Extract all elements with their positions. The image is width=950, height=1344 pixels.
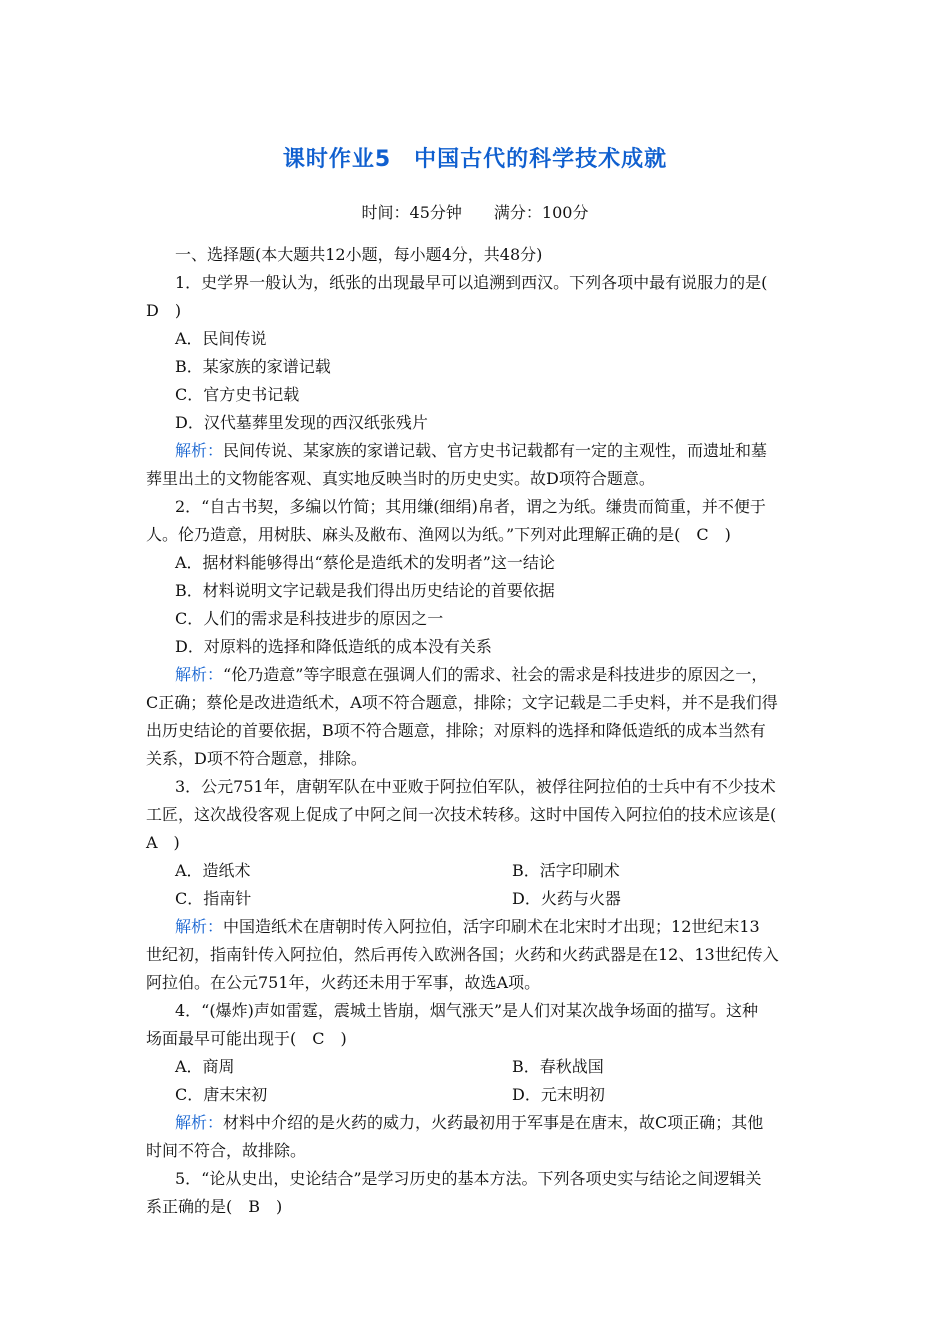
- question-4-line-1: 4．“(爆炸)声如雷霆，震城土皆崩，烟气涨天”是人们对某次战争场面的描写。这种: [175, 1001, 759, 1020]
- question-1-option-a: A．民间传说: [175, 329, 267, 348]
- exam-meta: 时间：45分钟 满分：100分: [361, 203, 589, 222]
- page-title: 课时作业5 中国古代的科学技术成就: [282, 147, 668, 172]
- question-2-line-2: 人。伦乃造意，用树肤、麻头及敝布、渔网以为纸。”下列对此理解正确的是( C ): [146, 525, 731, 544]
- analysis-label: 解析：: [175, 441, 224, 460]
- question-4-analysis-line-2: 时间不符合，故排除。: [146, 1141, 307, 1160]
- question-1-option-d: D．汉代墓葬里发现的西汉纸张残片: [175, 413, 428, 432]
- question-1-analysis-line-2: 葬里出土的文物能客观、真实地反映当时的历史史实。故D项符合题意。: [146, 469, 655, 488]
- question-3-analysis-line-1: 解析：中国造纸术在唐朝时传入阿拉伯，活字印刷术在北宋时才出现；12世纪末13: [175, 917, 760, 936]
- question-3-option-b: B．活字印刷术: [512, 861, 620, 880]
- question-4-option-b: B．春秋战国: [512, 1057, 604, 1076]
- question-1-line-1: 1．史学界一般认为，纸张的出现最早可以追溯到西汉。下列各项中最有说服力的是(: [175, 273, 768, 292]
- question-3-option-a: A．造纸术: [175, 861, 251, 880]
- question-2-option-b: B．材料说明文字记载是我们得出历史结论的首要依据: [175, 581, 555, 600]
- analysis-label: 解析：: [175, 1113, 224, 1132]
- analysis-label: 解析：: [175, 917, 224, 936]
- question-1-line-2: D ): [146, 301, 182, 320]
- question-4-line-2: 场面最早可能出现于( C ): [146, 1029, 347, 1048]
- question-5-line-1: 5．“论从史出，史论结合”是学习历史的基本方法。下列各项史实与结论之间逻辑关: [175, 1169, 762, 1188]
- question-2-option-d: D．对原料的选择和降低造纸的成本没有关系: [175, 637, 492, 656]
- question-4-option-d: D．元末明初: [512, 1085, 605, 1104]
- question-4-option-c: C．唐末宋初: [175, 1085, 268, 1104]
- question-5-line-2: 系正确的是( B ): [146, 1197, 283, 1216]
- question-1-analysis-line-1: 解析：民间传说、某家族的家谱记载、官方史书记载都有一定的主观性，而遗址和墓: [175, 441, 768, 460]
- analysis-label: 解析：: [175, 665, 224, 684]
- question-2-analysis-line-1: 解析：“伦乃造意”等字眼意在强调人们的需求、社会的需求是科技进步的原因之一，: [175, 665, 768, 684]
- question-4-analysis-line-1: 解析：材料中介绍的是火药的威力，火药最初用于军事是在唐末，故C项正确；其他: [175, 1113, 764, 1132]
- question-1-option-b: B．某家族的家谱记载: [175, 357, 331, 376]
- question-3-analysis-line-3: 阿拉伯。在公元751年，火药还未用于军事，故选A项。: [146, 973, 541, 992]
- question-3-line-2: 工匠，这次战役客观上促成了中阿之间一次技术转移。这时中国传入阿拉伯的技术应该是(: [146, 805, 777, 824]
- question-3-option-c: C．指南针: [175, 889, 252, 908]
- question-2-option-a: A．据材料能够得出“蔡伦是造纸术的发明者”这一结论: [175, 553, 555, 572]
- question-2-option-c: C．人们的需求是科技进步的原因之一: [175, 609, 444, 628]
- question-3-analysis-line-2: 世纪初，指南针传入阿拉伯，然后再传入欧洲各国；火药和火药武器是在12、13世纪传入: [146, 945, 779, 964]
- question-2-line-1: 2．“自古书契，多编以竹简；其用缣(细绢)帛者，谓之为纸。缣贵而简重，并不便于: [175, 497, 766, 516]
- question-2-analysis-line-3: 出历史结论的首要依据，B项不符合题意，排除；对原料的选择和降低造纸的成本当然有: [146, 721, 766, 740]
- question-3-option-d: D．火药与火器: [512, 889, 621, 908]
- question-3-line-3: A ): [146, 833, 180, 852]
- question-2-analysis-line-4: 关系，D项不符合题意，排除。: [146, 749, 367, 768]
- section-heading: 一、选择题(本大题共12小题，每小题4分，共48分): [175, 245, 543, 264]
- question-4-option-a: A．商周: [175, 1057, 235, 1076]
- question-1-option-c: C．官方史书记载: [175, 385, 300, 404]
- question-3-line-1: 3．公元751年，唐朝军队在中亚败于阿拉伯军队，被俘往阿拉伯的士兵中有不少技术: [175, 777, 776, 796]
- question-2-analysis-line-2: C正确；蔡伦是改进造纸术，A项不符合题意，排除；文字记载是二手史料，并不是我们得: [146, 693, 778, 712]
